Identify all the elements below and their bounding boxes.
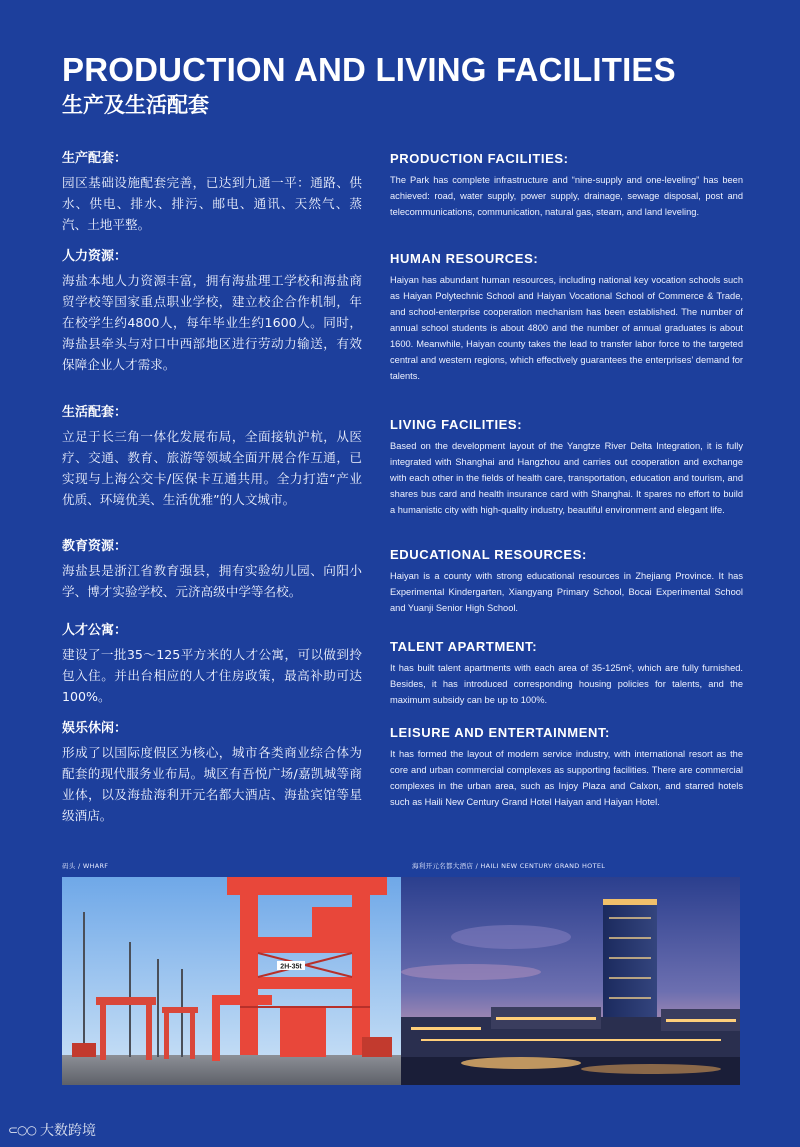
cn-section-production	[62, 150, 362, 248]
en-heading: LIVING FACILITIES:	[390, 417, 523, 432]
cn-section-living	[62, 404, 362, 538]
watermark-text: 大数跨境	[40, 1123, 96, 1139]
logo-icon: ⊂○○	[8, 1123, 36, 1137]
cn-section-education	[62, 538, 362, 622]
en-heading: HUMAN RESOURCES:	[390, 251, 539, 266]
en-body: Based on the development layout of the Yangtze River Delta Integration, it is fully integrated with Shanghai and Hangzhou and carries out cooperation and exchange with each other in the fields of health care, transportation, education and tourism, and shares bus card and health insurance card with Shanghai. It spares no effort to build a humanistic city with high-quality industry, beautiful environment and elegant life.	[390, 441, 743, 515]
cn-heading: 娱乐休闲：	[62, 721, 128, 736]
cn-body: 立足于长三角一体化发展布局，全面接轨沪杭，从医疗、交通、教育、旅游等领域全面开展合作互通，已实现与上海公交卡/医保卡互通共用。全力打造“产业优质、环境优美、生活优雅”的人文城市。	[62, 429, 362, 507]
watermark	[8, 1120, 96, 1140]
en-heading: LEISURE AND ENTERTAINMENT:	[390, 725, 610, 740]
hotel-photo	[401, 877, 740, 1085]
cn-heading: 人力资源：	[62, 249, 128, 264]
page-subtitle: 生产及生活配套	[62, 93, 209, 117]
en-heading: PRODUCTION FACILITIES:	[390, 151, 569, 166]
en-body: The Park has complete infrastructure and “nine-supply and one-leveling” has been achieved: road, water supply, power supply, drainage, sewage disposal, post and telecommunications, communication, natural gas, steam, and land leveling.	[390, 175, 743, 217]
cn-heading: 生产配套：	[62, 151, 128, 166]
crane-sign: 2H-35t	[280, 963, 302, 971]
cn-heading: 生活配套：	[62, 405, 128, 420]
en-heading: EDUCATIONAL RESOURCES:	[390, 547, 587, 562]
hotel-caption: 海利开元名都大酒店 / HAILI NEW CENTURY GRAND HOTEL	[412, 862, 606, 870]
cn-heading: 教育资源：	[62, 539, 128, 554]
chinese-column	[62, 150, 362, 826]
cn-body: 海盐本地人力资源丰富，拥有海盐理工学校和海盐商贸学校等国家重点职业学校，建立校企合作机制，年在校学生约4800人，每年毕业生约1600人。同时，海盐县牵头与对口中西部地区进行劳动力输送，有效保障企业人才需求。	[62, 273, 362, 372]
en-body: It has formed the layout of modern service industry, with international resort as the core and urban commercial complexes as supporting facilities. There are commercial complexes in the urban area, such as Injoy Plaza and Calxon, and starred hotels such as Haili New Century Grand Hotel Haiyan and Haiyan Hotel.	[390, 749, 743, 807]
cn-body: 形成了以国际度假区为核心，城市各类商业综合体为配套的现代服务业布局。城区有吾悦广场/嘉凯城等商业体，以及海盐海利开元名都大酒店、海盐宾馆等星级酒店。	[62, 745, 362, 823]
cn-body: 海盐县是浙江省教育强县，拥有实验幼儿园、向阳小学、博才实验学校、元济高级中学等名校。	[62, 563, 362, 599]
en-section-education	[390, 546, 743, 638]
cn-heading: 人才公寓：	[62, 623, 128, 638]
cn-section-talent-apartment	[62, 622, 362, 720]
en-heading: TALENT APARTMENT:	[390, 639, 538, 654]
page-title: PRODUCTION AND LIVING FACILITIES	[62, 51, 676, 88]
en-body: Haiyan has abundant human resources, including national key vocation schools such as Haiyan Polytechnic School and Haiyan Vocational School of Commerce & Trade, and school-enterprise cooperation mechanism has been established. The number of annual school students is about 4800 and the number of annual graduates is about 1600. Meanwhile, Haiyan county takes the lead to transfer labor force to the targeted central and western regions, which effectively guarantees the enterprises’ demand for talents.	[390, 275, 743, 381]
en-section-leisure	[390, 724, 743, 810]
en-section-living	[390, 416, 743, 546]
en-body: Haiyan is a county with strong educational resources in Zhejiang Province. It has Experimental Kindergarten, Xiangyang Primary School, Bocai Experimental School and Yuanji Senior High School.	[390, 571, 743, 613]
wharf-caption: 码头 / WHARF	[62, 862, 109, 870]
en-section-human-resources	[390, 250, 743, 416]
cn-section-human-resources	[62, 248, 362, 404]
wharf-photo	[62, 877, 401, 1085]
english-column	[390, 150, 743, 810]
en-section-talent-apartment	[390, 638, 743, 724]
cn-body: 园区基础设施配套完善，已达到九通一平：通路、供水、供电、排水、排污、邮电、通讯、天然气、蒸汽、土地平整。	[62, 175, 362, 232]
cn-section-leisure	[62, 720, 362, 826]
en-section-production	[390, 150, 743, 250]
cn-body: 建设了一批35～125平方米的人才公寓，可以做到拎包入住。并出台相应的人才住房政策，最高补助可达100%。	[62, 647, 362, 704]
en-body: It has built talent apartments with each area of 35-125m², which are fully furnished. Besides, it has introduced corresponding housing policies for talents, and the maximum subsidy can be up to 100%.	[390, 663, 743, 705]
